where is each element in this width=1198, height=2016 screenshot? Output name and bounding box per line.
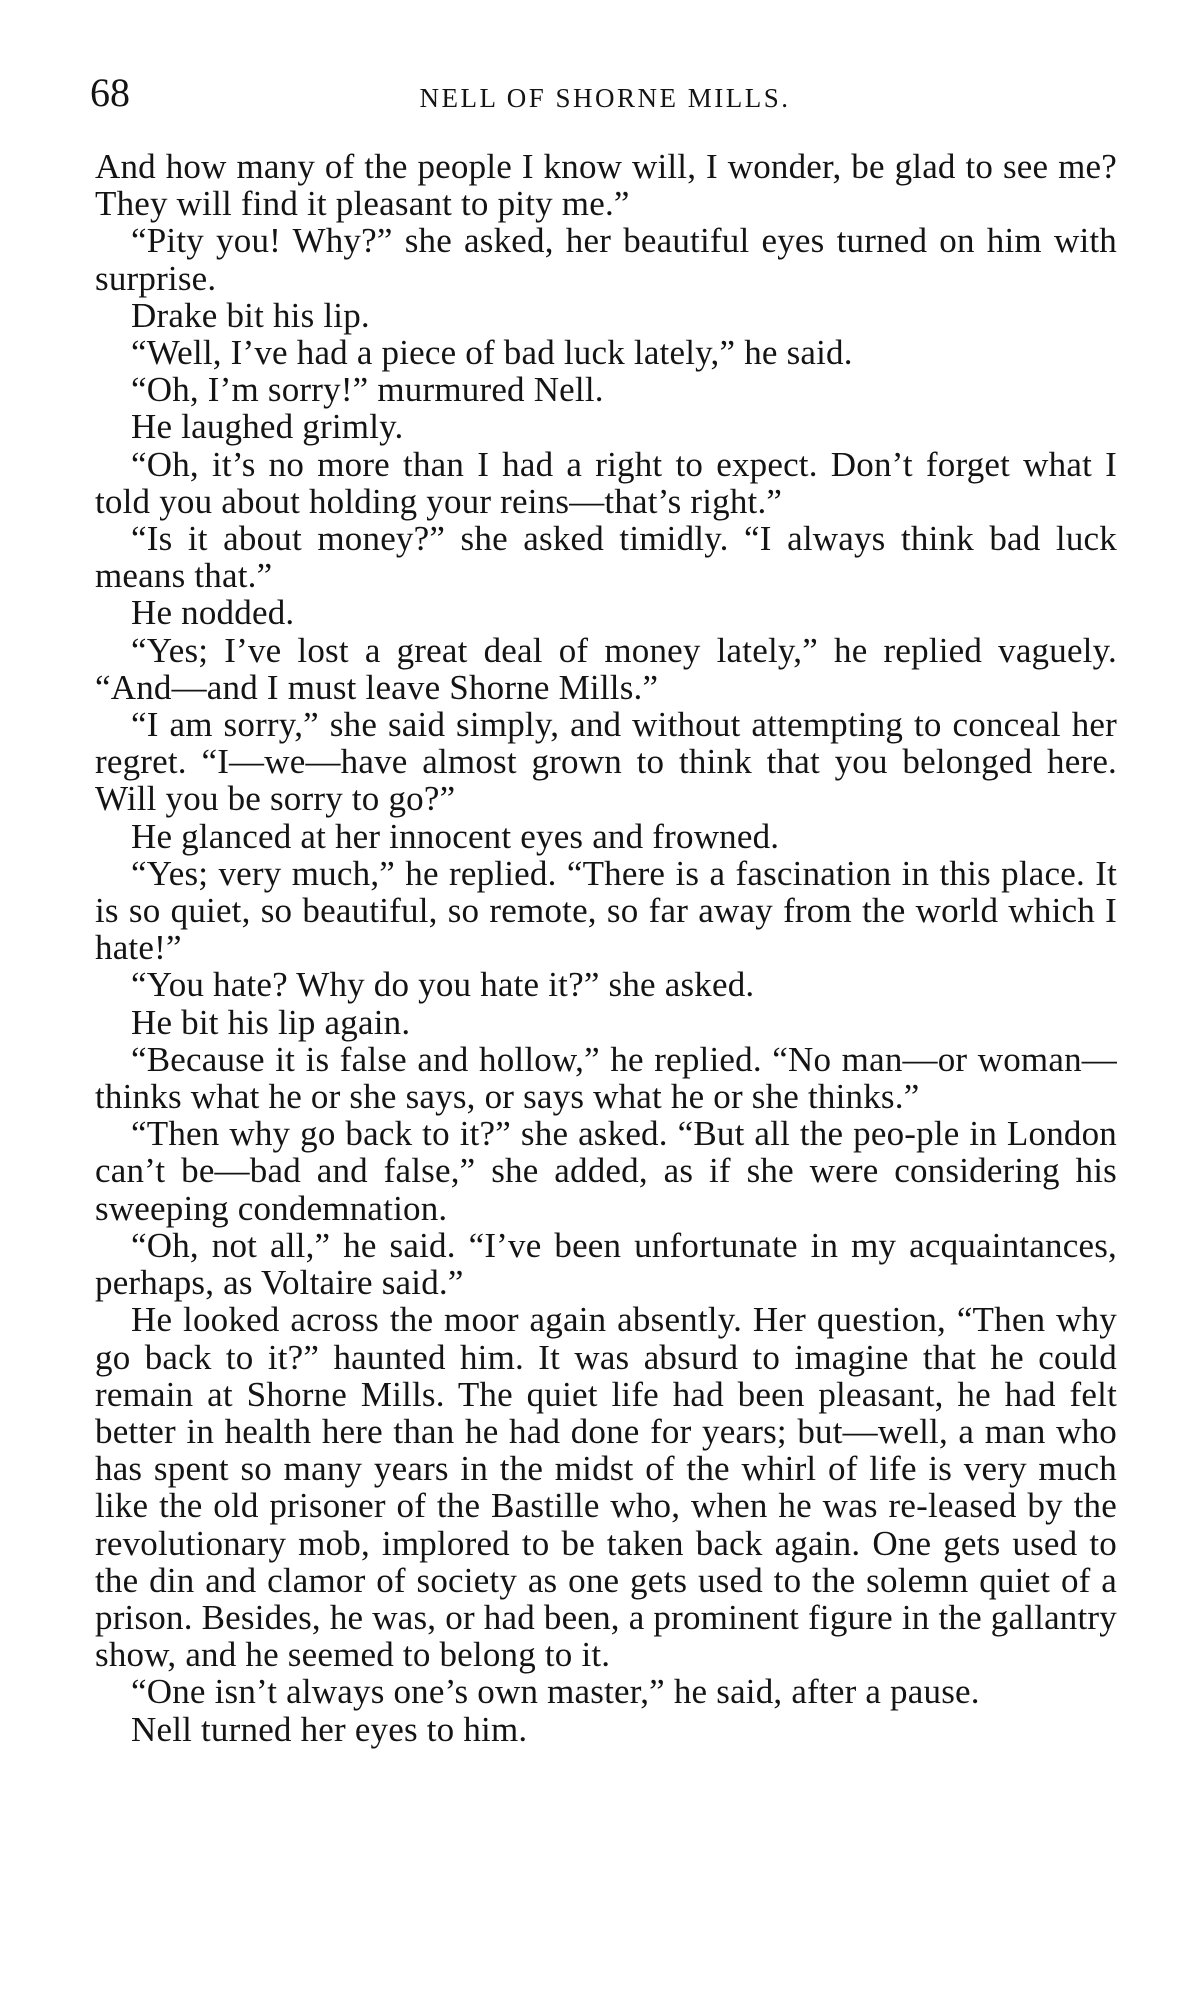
page-number: 68 [90, 70, 130, 115]
paragraph: “Oh, I’m sorry!” murmured Nell. [131, 370, 604, 410]
paragraph: “Yes; I’ve lost a great deal of money lately,” he replied vaguely. “And—and I must leave Shorne Mills.” [95, 630, 1117, 707]
body-text [95, 148, 1117, 1748]
paragraph: And how many of the people I know will, I wonder, be glad to see me? They will find it pleasant to pity me.” [95, 147, 1117, 224]
paragraph: “You hate? Why do you hate it?” she asked. [131, 965, 755, 1005]
paragraph: He laughed grimly. [131, 407, 404, 447]
paragraph: “Well, I’ve had a piece of bad luck lately,” he said. [131, 333, 853, 373]
paragraph: “I am sorry,” she said simply, and without attempting to conceal her regret. “I—we—have almost grown to think that you belonged here. Will you be sorry to go?” [95, 705, 1117, 819]
paragraph: “Yes; very much,” he replied. “There is a fascination in this place. It is so quiet, so beautiful, so remote, so far away from the world which I hate!” [95, 853, 1117, 968]
paragraph: He bit his lip again. [131, 1002, 411, 1042]
paragraph: “Pity you! Why?” she asked, her beautiful eyes turned on him with surprise. [95, 221, 1117, 298]
paragraph: “Oh, it’s no more than I had a right to expect. Don’t forget what I told you about holding your reins—that’s right.” [95, 444, 1117, 521]
paragraph: Nell turned her eyes to him. [131, 1709, 528, 1749]
paragraph: Drake bit his lip. [131, 295, 370, 335]
paragraph: “Is it about money?” she asked timidly. “I always think bad luck means that.” [95, 519, 1117, 596]
paragraph: “One isn’t always one’s own master,” he said, after a pause. [131, 1672, 980, 1712]
paragraph: He glanced at her innocent eyes and frowned. [131, 816, 780, 856]
paragraph: “Because it is false and hollow,” he replied. “No man—or woman—thinks what he or she says, or says what he or she thinks.” [95, 1039, 1117, 1117]
running-head: NELL OF SHORNE MILLS. [419, 83, 791, 113]
paragraph: “Oh, not all,” he said. “I’ve been unfortunate in my acquaintances, perhaps, as Voltaire said.” [95, 1225, 1117, 1303]
paragraph: He nodded. [131, 593, 295, 633]
page-header [90, 68, 1120, 128]
paragraph: He looked across the moor again absently. Her question, “Then why go back to it?” haunted him. It was absurd to imagine that he could remain at Shorne Mills. The quiet life had been pleasant, he had felt better in health here than he had done for years; but—well, a man who has spent so many years in the midst of the whirl of life is very much like the old prisoner of the Bastille who, when he was re-leased by the revolutionary mob, implored to be taken back again. One gets used to the din and clamor of society as one gets used to the solemn quiet of a prison. Besides, he was, or had been, a prominent figure in the gallantry show, and he seemed to belong to it. [95, 1300, 1117, 1675]
paragraph: “Then why go back to it?” she asked. “But all the peo-ple in London can’t be—bad and false,” she added, as if she were considering his sweeping condemnation. [95, 1114, 1117, 1228]
